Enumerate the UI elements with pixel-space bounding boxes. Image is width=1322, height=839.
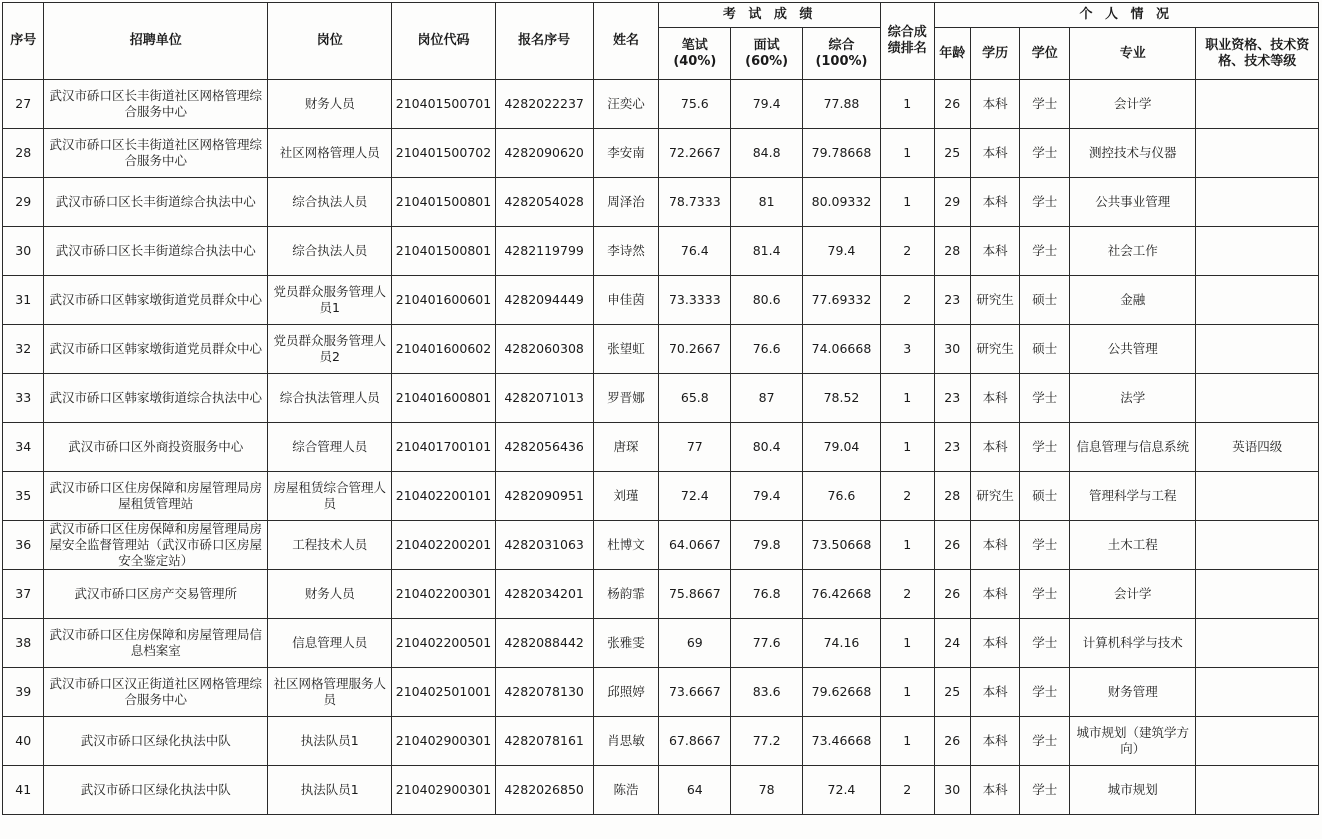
cell-interview: 77.2 [731, 717, 803, 766]
cell-rank: 3 [880, 325, 934, 374]
table-row [3, 619, 1319, 668]
cell-index: 29 [3, 178, 44, 227]
header-index: 序号 [3, 3, 44, 80]
cell-reg-no: 4282031063 [495, 521, 593, 570]
cell-unit: 武汉市硚口区绿化执法中队 [44, 717, 268, 766]
cell-major: 公共事业管理 [1070, 178, 1196, 227]
header-post-code: 岗位代码 [392, 3, 495, 80]
cell-written: 73.3333 [659, 276, 731, 325]
cell-post-code: 210402900301 [392, 717, 495, 766]
cell-post: 党员群众服务管理人员2 [268, 325, 392, 374]
cell-post: 工程技术人员 [268, 521, 392, 570]
cell-name: 李诗然 [593, 227, 659, 276]
cell-major: 社会工作 [1070, 227, 1196, 276]
cell-unit: 武汉市硚口区外商投资服务中心 [44, 423, 268, 472]
cell-qualification [1196, 325, 1319, 374]
cell-education: 本科 [970, 374, 1020, 423]
cell-total: 79.62668 [803, 668, 881, 717]
cell-degree: 学士 [1020, 570, 1070, 619]
cell-post: 社区网格管理人员 [268, 129, 392, 178]
cell-rank: 1 [880, 521, 934, 570]
table-row [3, 668, 1319, 717]
cell-major: 会计学 [1070, 80, 1196, 129]
cell-qualification [1196, 80, 1319, 129]
cell-written: 77 [659, 423, 731, 472]
cell-major: 信息管理与信息系统 [1070, 423, 1196, 472]
cell-unit: 武汉市硚口区住房保障和房屋管理局房屋租赁管理站 [44, 472, 268, 521]
cell-age: 28 [934, 227, 970, 276]
cell-post: 财务人员 [268, 570, 392, 619]
cell-reg-no: 4282060308 [495, 325, 593, 374]
cell-total: 72.4 [803, 766, 881, 815]
cell-unit: 武汉市硚口区绿化执法中队 [44, 766, 268, 815]
cell-interview: 79.4 [731, 80, 803, 129]
cell-total: 76.6 [803, 472, 881, 521]
cell-education: 研究生 [970, 472, 1020, 521]
cell-education: 本科 [970, 668, 1020, 717]
cell-name: 邱照婷 [593, 668, 659, 717]
cell-post-code: 210401500801 [392, 178, 495, 227]
cell-qualification [1196, 129, 1319, 178]
cell-reg-no: 4282054028 [495, 178, 593, 227]
cell-qualification [1196, 717, 1319, 766]
cell-degree: 学士 [1020, 423, 1070, 472]
cell-age: 26 [934, 717, 970, 766]
cell-total: 79.04 [803, 423, 881, 472]
cell-rank: 1 [880, 178, 934, 227]
cell-post: 党员群众服务管理人员1 [268, 276, 392, 325]
cell-total: 77.69332 [803, 276, 881, 325]
cell-major: 土木工程 [1070, 521, 1196, 570]
cell-interview: 84.8 [731, 129, 803, 178]
table-row [3, 521, 1319, 570]
cell-name: 杨韵霏 [593, 570, 659, 619]
cell-major: 管理科学与工程 [1070, 472, 1196, 521]
cell-interview: 81 [731, 178, 803, 227]
cell-index: 31 [3, 276, 44, 325]
cell-qualification [1196, 178, 1319, 227]
cell-education: 本科 [970, 178, 1020, 227]
cell-education: 研究生 [970, 325, 1020, 374]
cell-reg-no: 4282119799 [495, 227, 593, 276]
cell-reg-no: 4282078161 [495, 717, 593, 766]
cell-post-code: 210402501001 [392, 668, 495, 717]
cell-written: 69 [659, 619, 731, 668]
cell-interview: 80.4 [731, 423, 803, 472]
cell-index: 41 [3, 766, 44, 815]
cell-index: 37 [3, 570, 44, 619]
cell-name: 申佳茵 [593, 276, 659, 325]
header-name: 姓名 [593, 3, 659, 80]
table-row [3, 766, 1319, 815]
cell-index: 27 [3, 80, 44, 129]
cell-total: 73.46668 [803, 717, 881, 766]
cell-unit: 武汉市硚口区韩家墩街道党员群众中心 [44, 325, 268, 374]
header-unit: 招聘单位 [44, 3, 268, 80]
cell-qualification [1196, 472, 1319, 521]
cell-qualification [1196, 619, 1319, 668]
cell-degree: 硕士 [1020, 325, 1070, 374]
cell-interview: 79.4 [731, 472, 803, 521]
cell-reg-no: 4282034201 [495, 570, 593, 619]
cell-age: 24 [934, 619, 970, 668]
cell-name: 肖思敏 [593, 717, 659, 766]
cell-education: 本科 [970, 227, 1020, 276]
cell-index: 39 [3, 668, 44, 717]
header-post: 岗位 [268, 3, 392, 80]
cell-name: 刘瑾 [593, 472, 659, 521]
cell-rank: 2 [880, 227, 934, 276]
cell-age: 26 [934, 570, 970, 619]
cell-rank: 1 [880, 668, 934, 717]
cell-post: 执法队员1 [268, 717, 392, 766]
cell-age: 23 [934, 374, 970, 423]
cell-total: 76.42668 [803, 570, 881, 619]
cell-name: 罗晋娜 [593, 374, 659, 423]
cell-post-code: 210402900301 [392, 766, 495, 815]
cell-name: 汪奕心 [593, 80, 659, 129]
cell-name: 陈浩 [593, 766, 659, 815]
cell-age: 25 [934, 668, 970, 717]
header-age: 年龄 [934, 28, 970, 80]
table-row [3, 374, 1319, 423]
cell-qualification [1196, 766, 1319, 815]
table-row [3, 129, 1319, 178]
table-row [3, 423, 1319, 472]
header-degree: 学位 [1020, 28, 1070, 80]
cell-rank: 1 [880, 129, 934, 178]
header-written: 笔试 (40%) [659, 28, 731, 80]
cell-interview: 80.6 [731, 276, 803, 325]
header-total: 综合 (100%) [803, 28, 881, 80]
cell-degree: 学士 [1020, 619, 1070, 668]
table-body [3, 80, 1319, 815]
cell-post: 财务人员 [268, 80, 392, 129]
cell-age: 28 [934, 472, 970, 521]
cell-unit: 武汉市硚口区住房保障和房屋管理局房屋安全监督管理站（武汉市硚口区房屋安全鉴定站） [44, 521, 268, 570]
cell-name: 李安南 [593, 129, 659, 178]
table-row [3, 276, 1319, 325]
cell-reg-no: 4282088442 [495, 619, 593, 668]
cell-rank: 1 [880, 717, 934, 766]
header-rank: 综合成绩排名 [880, 3, 934, 80]
cell-post-code: 210401600602 [392, 325, 495, 374]
cell-age: 30 [934, 766, 970, 815]
cell-major: 城市规划（建筑学方向） [1070, 717, 1196, 766]
cell-rank: 2 [880, 472, 934, 521]
cell-unit: 武汉市硚口区房产交易管理所 [44, 570, 268, 619]
cell-qualification [1196, 276, 1319, 325]
cell-degree: 学士 [1020, 717, 1070, 766]
header-education: 学历 [970, 28, 1020, 80]
table-row [3, 570, 1319, 619]
cell-written: 73.6667 [659, 668, 731, 717]
table-row [3, 717, 1319, 766]
cell-total: 73.50668 [803, 521, 881, 570]
cell-total: 77.88 [803, 80, 881, 129]
cell-rank: 1 [880, 374, 934, 423]
cell-rank: 1 [880, 80, 934, 129]
cell-age: 26 [934, 80, 970, 129]
cell-rank: 2 [880, 276, 934, 325]
cell-post-code: 210402200101 [392, 472, 495, 521]
cell-major: 法学 [1070, 374, 1196, 423]
cell-index: 35 [3, 472, 44, 521]
cell-major: 城市规划 [1070, 766, 1196, 815]
cell-interview: 77.6 [731, 619, 803, 668]
cell-post: 房屋租赁综合管理人员 [268, 472, 392, 521]
cell-total: 74.06668 [803, 325, 881, 374]
header-major: 专业 [1070, 28, 1196, 80]
cell-education: 本科 [970, 717, 1020, 766]
cell-education: 本科 [970, 129, 1020, 178]
cell-unit: 武汉市硚口区长丰街道综合执法中心 [44, 227, 268, 276]
cell-interview: 81.4 [731, 227, 803, 276]
cell-age: 23 [934, 276, 970, 325]
table-row [3, 472, 1319, 521]
cell-reg-no: 4282071013 [495, 374, 593, 423]
cell-reg-no: 4282056436 [495, 423, 593, 472]
cell-reg-no: 4282094449 [495, 276, 593, 325]
cell-index: 38 [3, 619, 44, 668]
cell-major: 金融 [1070, 276, 1196, 325]
cell-age: 30 [934, 325, 970, 374]
cell-total: 79.78668 [803, 129, 881, 178]
cell-rank: 2 [880, 766, 934, 815]
cell-name: 杜博文 [593, 521, 659, 570]
cell-post-code: 210401700101 [392, 423, 495, 472]
cell-post: 综合执法管理人员 [268, 374, 392, 423]
cell-written: 76.4 [659, 227, 731, 276]
table-row [3, 80, 1319, 129]
cell-degree: 学士 [1020, 374, 1070, 423]
cell-reg-no: 4282090951 [495, 472, 593, 521]
table-row [3, 178, 1319, 227]
cell-written: 72.2667 [659, 129, 731, 178]
cell-post: 执法队员1 [268, 766, 392, 815]
cell-total: 78.52 [803, 374, 881, 423]
cell-total: 79.4 [803, 227, 881, 276]
cell-degree: 学士 [1020, 668, 1070, 717]
cell-index: 40 [3, 717, 44, 766]
table-row [3, 325, 1319, 374]
cell-age: 25 [934, 129, 970, 178]
cell-degree: 学士 [1020, 521, 1070, 570]
cell-age: 26 [934, 521, 970, 570]
cell-rank: 1 [880, 423, 934, 472]
cell-name: 张望虹 [593, 325, 659, 374]
header-reg-no: 报名序号 [495, 3, 593, 80]
cell-post: 综合管理人员 [268, 423, 392, 472]
cell-interview: 76.6 [731, 325, 803, 374]
cell-reg-no: 4282022237 [495, 80, 593, 129]
cell-reg-no: 4282078130 [495, 668, 593, 717]
cell-index: 32 [3, 325, 44, 374]
cell-education: 本科 [970, 766, 1020, 815]
cell-unit: 武汉市硚口区长丰街道社区网格管理综合服务中心 [44, 129, 268, 178]
cell-reg-no: 4282090620 [495, 129, 593, 178]
cell-post-code: 210402200201 [392, 521, 495, 570]
cell-post-code: 210402200501 [392, 619, 495, 668]
cell-reg-no: 4282026850 [495, 766, 593, 815]
cell-unit: 武汉市硚口区住房保障和房屋管理局信息档案室 [44, 619, 268, 668]
cell-degree: 学士 [1020, 766, 1070, 815]
cell-post-code: 210401500801 [392, 227, 495, 276]
cell-qualification: 英语四级 [1196, 423, 1319, 472]
header-interview: 面试 (60%) [731, 28, 803, 80]
cell-education: 本科 [970, 80, 1020, 129]
cell-post-code: 210401600801 [392, 374, 495, 423]
cell-post-code: 210401600601 [392, 276, 495, 325]
header-exam-group: 考 试 成 绩 [659, 3, 881, 28]
cell-written: 64.0667 [659, 521, 731, 570]
cell-post-code: 210401500702 [392, 129, 495, 178]
results-table [2, 2, 1319, 815]
cell-degree: 硕士 [1020, 276, 1070, 325]
cell-major: 计算机科学与技术 [1070, 619, 1196, 668]
cell-interview: 78 [731, 766, 803, 815]
cell-age: 29 [934, 178, 970, 227]
header-qualification: 职业资格、技术资格、技术等级 [1196, 28, 1319, 80]
cell-education: 本科 [970, 521, 1020, 570]
cell-index: 33 [3, 374, 44, 423]
cell-rank: 1 [880, 619, 934, 668]
cell-index: 28 [3, 129, 44, 178]
cell-index: 34 [3, 423, 44, 472]
cell-qualification [1196, 374, 1319, 423]
cell-name: 唐琛 [593, 423, 659, 472]
cell-interview: 76.8 [731, 570, 803, 619]
cell-post-code: 210401500701 [392, 80, 495, 129]
cell-qualification [1196, 570, 1319, 619]
cell-unit: 武汉市硚口区韩家墩街道综合执法中心 [44, 374, 268, 423]
cell-major: 财务管理 [1070, 668, 1196, 717]
cell-qualification [1196, 227, 1319, 276]
cell-post-code: 210402200301 [392, 570, 495, 619]
cell-index: 30 [3, 227, 44, 276]
cell-degree: 硕士 [1020, 472, 1070, 521]
cell-degree: 学士 [1020, 227, 1070, 276]
cell-written: 70.2667 [659, 325, 731, 374]
cell-interview: 87 [731, 374, 803, 423]
cell-education: 本科 [970, 619, 1020, 668]
cell-unit: 武汉市硚口区韩家墩街道党员群众中心 [44, 276, 268, 325]
cell-total: 80.09332 [803, 178, 881, 227]
cell-rank: 2 [880, 570, 934, 619]
cell-written: 75.8667 [659, 570, 731, 619]
cell-qualification [1196, 521, 1319, 570]
cell-qualification [1196, 668, 1319, 717]
cell-written: 67.8667 [659, 717, 731, 766]
cell-major: 测控技术与仪器 [1070, 129, 1196, 178]
cell-unit: 武汉市硚口区长丰街道社区网格管理综合服务中心 [44, 80, 268, 129]
cell-name: 周泽治 [593, 178, 659, 227]
cell-degree: 学士 [1020, 178, 1070, 227]
cell-total: 74.16 [803, 619, 881, 668]
cell-name: 张雅雯 [593, 619, 659, 668]
cell-major: 公共管理 [1070, 325, 1196, 374]
cell-written: 75.6 [659, 80, 731, 129]
cell-post: 信息管理人员 [268, 619, 392, 668]
cell-education: 本科 [970, 570, 1020, 619]
cell-degree: 学士 [1020, 80, 1070, 129]
cell-interview: 83.6 [731, 668, 803, 717]
cell-unit: 武汉市硚口区汉正街道社区网格管理综合服务中心 [44, 668, 268, 717]
table-row [3, 227, 1319, 276]
cell-post: 综合执法人员 [268, 178, 392, 227]
cell-post: 综合执法人员 [268, 227, 392, 276]
cell-education: 研究生 [970, 276, 1020, 325]
cell-major: 会计学 [1070, 570, 1196, 619]
header-personal-group: 个 人 情 况 [934, 3, 1319, 28]
cell-unit: 武汉市硚口区长丰街道综合执法中心 [44, 178, 268, 227]
cell-degree: 学士 [1020, 129, 1070, 178]
cell-post: 社区网格管理服务人员 [268, 668, 392, 717]
cell-education: 本科 [970, 423, 1020, 472]
cell-index: 36 [3, 521, 44, 570]
cell-written: 64 [659, 766, 731, 815]
cell-interview: 79.8 [731, 521, 803, 570]
cell-written: 72.4 [659, 472, 731, 521]
cell-written: 65.8 [659, 374, 731, 423]
cell-age: 23 [934, 423, 970, 472]
cell-written: 78.7333 [659, 178, 731, 227]
